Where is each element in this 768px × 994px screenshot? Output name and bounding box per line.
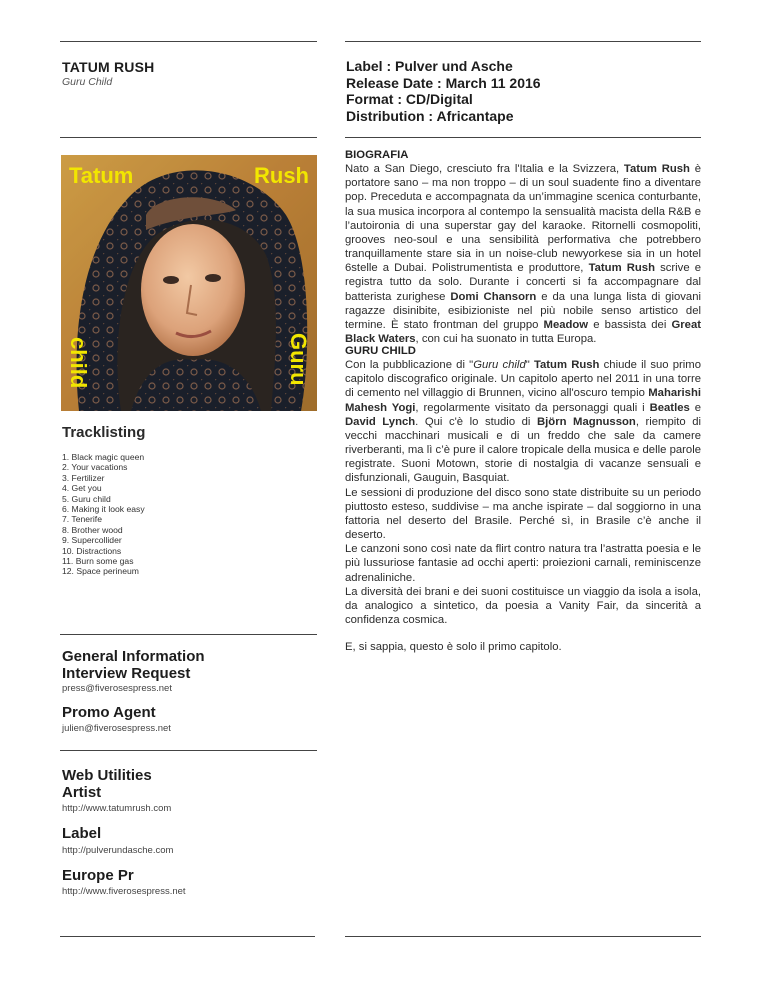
guru-child-paragraph: Le sessioni di produzione del disco sono state distribuite su un periodo piuttosto esteso, suddivise – ma anche ispirate – dal soggiorno in una fattoria nel deserto del Brasile. Perché sì, in Brasile c’è anche il deserto. [345,486,701,542]
interview-request-title: Interview Request [62,664,191,682]
track-item: 11. Burn some gas [62,556,134,567]
album-title: Guru Child [62,76,113,88]
label-link-title: Label [62,825,102,842]
divider [345,137,701,138]
cover-word-guru: Guru [286,333,311,386]
track-item: 10. Distractions [62,545,122,556]
track-item: 5. Guru child [62,493,111,504]
guru-child-paragraph: La diversità dei brani e dei suoni costituisce un viaggio da isola a isola, da analogico a sintetico, da poesia a Vanity Fair, da sincerità a confidenza cosmica. [345,585,701,626]
cover-word-tatum: Tatum [69,163,134,188]
album-cover [61,155,317,411]
track-item: 6. Making it look easy [62,504,145,515]
tracklisting-title: Tracklisting [62,424,146,441]
contact-section [62,649,205,734]
format-line: Format : CD/Digital [346,91,473,107]
track-item: 2. Your vacations [62,462,128,473]
track-item: 1. Black magic queen [62,452,145,462]
label-line: Label : Pulver und Asche [346,58,513,74]
biography-section [345,148,701,346]
web-utilities-section [62,768,186,897]
album-cover-art [61,155,317,411]
release-info [346,58,541,124]
guru-child-section [345,344,701,654]
divider [60,936,315,937]
guru-child-paragraph: Con la pubblicazione di "Guru child" Tatum Rush chiude il suo primo capitolo discografico originale. Un capitolo aperto nel 2011 in una torre di cemento nel villaggio di Brunnen, vicino all'oscuro tempio Maharishi Mahesh Yogi, regolarmente visitato da personaggi quali i Beatles e David Lynch. Qui c'è lo studio di Björn Magnusson, riempito di vecchi macchinari musicali e di un freddo che sale da camere riverberanti, ma lì c’è pure il calore tropicale della musica e delle parole registrate. Suoni Motown, storie di nostalgia di vacanze sensuali e disfunzionali, Gauguin, Basquiat. [345,359,702,485]
divider [60,137,317,138]
europe-pr-url[interactable]: http://www.fiverosespress.net [62,886,186,897]
artist-url[interactable]: http://www.tatumrush.com [62,803,172,814]
divider [60,41,317,42]
divider [345,41,701,42]
track-item: 4. Get you [62,483,102,494]
artist-link-title: Artist [62,783,102,801]
divider [345,936,701,937]
closing-line: E, si sappia, questo è solo il primo capitolo. [345,641,562,654]
europe-pr-title: Europe Pr [62,866,134,884]
guru-child-title: GURU CHILD [345,345,416,357]
cover-word-child: child [66,337,91,389]
track-item: 7. Tenerife [62,514,102,525]
divider [60,750,317,751]
track-list [62,452,145,577]
biography-text: Nato a San Diego, cresciuto fra l'Italia e la Svizzera, Tatum Rush è portatore sano – ma non troppo – di un soul suadente fino a diventare pop. Preceduta e accompagnata da un’immagine scenica conturbante, la sua musica incorpora al contempo la sensualità macista della R&B e l’autoironia di una superstar gay del karaoke. Ritornelli cosmopoliti, grooves neo-soul e una sensibilità performativa che potrebbero tranquillamente stare sia in un noise-club newyorkese sia in un hotel 6stelle a Dubai. Polistrumentista e produttore, Tatum Rush scrive e registra tutto da solo. Durante i concerti si fa accompagnare dal batterista zurighese Domi Chansorn e da una lunga lista di giovani ragazze disinibite, esibizioniste nel più nobile senso artistico del termine. È stato frontman del gruppo Meadow e bassista dei Great Black Waters, con cui ha suonato in tutta Europa. [345,163,702,346]
label-url[interactable]: http://pulverundasche.com [62,844,174,856]
promo-agent-title: Promo Agent [62,704,156,721]
general-info-title: General Information [62,648,205,665]
divider [60,634,317,635]
track-item: 9. Supercollider [62,535,122,546]
track-item: 12. Space perineum [62,566,139,577]
guru-child-paragraph: Le canzoni sono così nate da flirt contro natura tra l’astratta poesia e le più lussuriose fantasie ad occhi aperti: proiezioni carnali, reminiscenze adrenaliniche. [345,543,701,584]
distribution-line: Distribution : Africantape [346,107,514,124]
release-date-line: Release Date : March 11 2016 [346,74,541,91]
web-utilities-title: Web Utilities [62,767,152,784]
track-item: 8. Brother wood [62,524,123,535]
biography-title: BIOGRAFIA [345,149,409,161]
artist-name: TATUM RUSH [62,59,155,75]
interview-email[interactable]: press@fiverosespress.net [62,683,172,694]
cover-word-rush: Rush [254,163,309,188]
promo-email[interactable]: julien@fiverosespress.net [62,722,171,734]
track-item: 3. Fertilizer [62,472,105,483]
